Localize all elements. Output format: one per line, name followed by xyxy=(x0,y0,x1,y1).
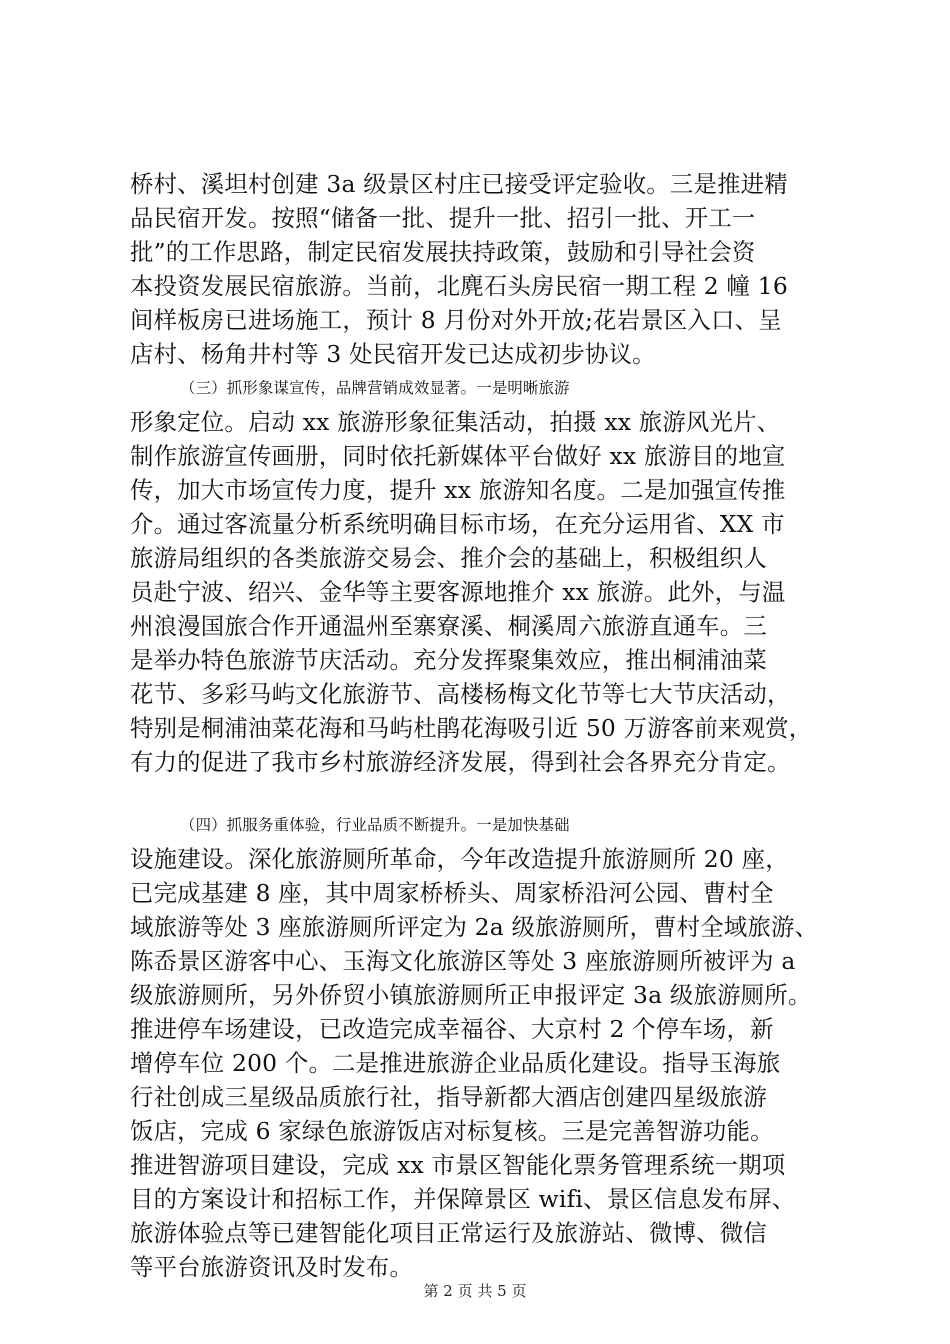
paragraph-2-line-2: 形象定位。启动 xx 旅游形象征集活动，拍摄 xx 旅游风光片、 xyxy=(130,408,781,436)
paragraph-2-line-11: 特别是桐浦油菜花海和马屿杜鹃花海吸引近 50 万游客前来观赏， xyxy=(130,714,813,742)
paragraph-3-line-1: （四）抓服务重体验，行业品质不断提升。一是加快基础 xyxy=(180,816,570,834)
paragraph-3-line-3: 已完成基建 8 座，其中周家桥桥头、周家桥沿河公园、曹村全 xyxy=(130,879,774,907)
paragraph-3-line-6: 级旅游厕所，另外侨贸小镇旅游厕所正申报评定 3a 级旅游厕所。 xyxy=(130,981,812,1009)
paragraph-2-line-5: 介。通过客流量分析系统明确目标市场，在充分运用省、XX 市 xyxy=(130,510,785,538)
paragraph-1-line-4: 本投资发展民宿旅游。当前，北麂石头房民宿一期工程 2 幢 16 xyxy=(130,272,788,300)
paragraph-2-line-1: （三）抓形象谋宣传，品牌营销成效显著。一是明晰旅游 xyxy=(180,379,570,397)
paragraph-3-line-11: 推进智游项目建设，完成 xx 市景区智能化票务管理系统一期项 xyxy=(130,1151,786,1179)
paragraph-1-line-1: 桥村、溪坦村创建 3a 级景区村庄已接受评定验收。三是推进精 xyxy=(130,170,788,198)
paragraph-3-line-7: 推进停车场建设，已改造完成幸福谷、大京村 2 个停车场，新 xyxy=(130,1015,774,1043)
paragraph-2-line-4: 传，加大市场宣传力度，提升 xx 旅游知名度。二是加强宣传推 xyxy=(130,476,786,504)
paragraph-3-line-4: 域旅游等处 3 座旅游厕所评定为 2a 级旅游厕所，曹村全域旅游、 xyxy=(130,913,819,941)
paragraph-2-line-8: 州浪漫国旅合作开通温州至寨寮溪、桐溪周六旅游直通车。三 xyxy=(130,612,767,640)
paragraph-3-line-10: 饭店，完成 6 家绿色旅游饭店对标复核。三是完善智游功能。 xyxy=(130,1117,774,1145)
page-number-footer: 第 2 页 共 5 页 xyxy=(423,1282,527,1300)
paragraph-2-line-9: 是举办特色旅游节庆活动。充分发挥聚集效应，推出桐浦油菜 xyxy=(130,646,767,674)
paragraph-3-line-8: 增停车位 200 个。二是推进旅游企业品质化建设。指导玉海旅 xyxy=(130,1049,781,1077)
paragraph-3-line-13: 旅游体验点等已建智能化项目正常运行及旅游站、微博、微信 xyxy=(130,1219,767,1247)
paragraph-1-line-3: 批”的工作思路，制定民宿发展扶持政策，鼓励和引导社会资 xyxy=(130,238,756,266)
paragraph-2-line-12: 有力的促进了我市乡村旅游经济发展，得到社会各界充分肯定。 xyxy=(130,748,791,776)
paragraph-3-line-12: 目的方案设计和招标工作，并保障景区 wifi、景区信息发布屏、 xyxy=(130,1185,796,1213)
paragraph-2-line-3: 制作旅游宣传画册，同时依托新媒体平台做好 xx 旅游目的地宣 xyxy=(130,442,786,470)
paragraph-2-line-6: 旅游局组织的各类旅游交易会、推介会的基础上，积极组织人 xyxy=(130,544,767,572)
paragraph-1-line-5: 间样板房已进场施工，预计 8 月份对外开放;花岩景区入口、呈 xyxy=(130,306,782,334)
paragraph-2-line-7: 员赴宁波、绍兴、金华等主要客源地推介 xx 旅游。此外，与温 xyxy=(130,578,786,606)
paragraph-3-line-2: 设施建设。深化旅游厕所革命，今年改造提升旅游厕所 20 座， xyxy=(130,845,789,873)
paragraph-3-line-9: 行社创成三星级品质旅行社，指导新都大酒店创建四星级旅游 xyxy=(130,1083,767,1111)
paragraph-1-line-2: 品民宿开发。按照“储备一批、提升一批、招引一批、开工一 xyxy=(130,204,756,232)
paragraph-3-line-5: 陈岙景区游客中心、玉海文化旅游区等处 3 座旅游厕所被评为 a xyxy=(130,947,796,975)
paragraph-1-line-6: 店村、杨角井村等 3 处民宿开发已达成初步协议。 xyxy=(130,340,656,368)
paragraph-3-line-14: 等平台旅游资讯及时发布。 xyxy=(130,1253,414,1281)
paragraph-2-line-10: 花节、多彩马屿文化旅游节、高楼杨梅文化节等七大节庆活动， xyxy=(130,680,791,708)
